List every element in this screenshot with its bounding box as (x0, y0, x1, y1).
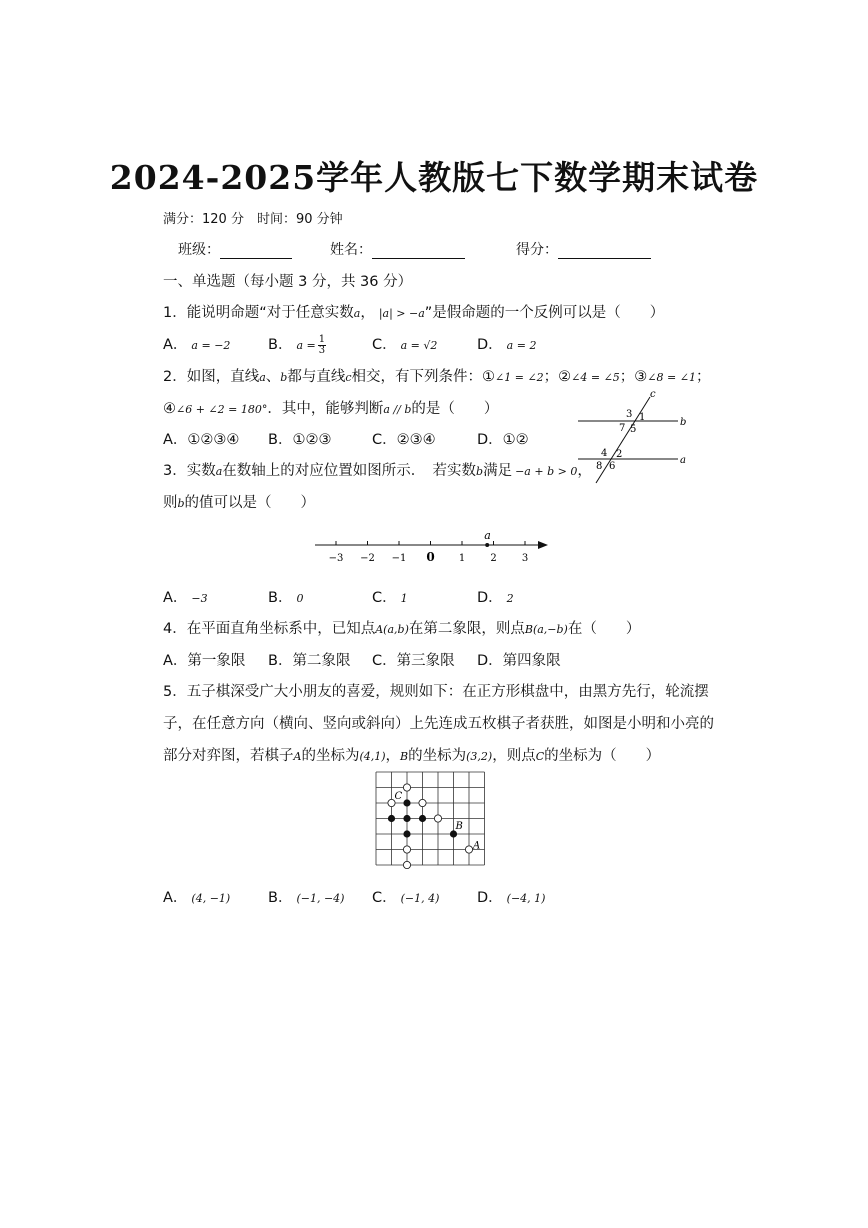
angle-label-8: 8 (596, 461, 603, 472)
q3-option-c[interactable] (372, 586, 408, 607)
class-blank[interactable] (220, 244, 292, 259)
q5-text: 的坐标为（ ） (544, 748, 661, 764)
option-label: C． (372, 337, 397, 353)
number-line-tick-label: −1 (391, 553, 407, 564)
white-stone (434, 815, 441, 822)
q5-option-d[interactable] (477, 886, 545, 907)
q3-text: 在数轴上的对应位置如图所示． 若实数 (222, 463, 477, 479)
q2-parallel: a // b (383, 403, 412, 416)
number-line-tick-label: 2 (490, 553, 497, 564)
question-5-stem-line3 (163, 744, 660, 765)
q3-text: 满足 (483, 463, 513, 479)
option-value: 1 (400, 592, 408, 605)
q3-text: ， (577, 463, 592, 479)
q5-piece-b: B (400, 750, 409, 763)
angle-label-3: 3 (626, 409, 633, 420)
option-label: D． (477, 653, 503, 669)
option-value: a = √2 (400, 339, 438, 352)
black-stone (388, 815, 395, 822)
label-b: b (680, 417, 687, 428)
q1-option-d[interactable] (477, 333, 536, 354)
score-label: 得分： (516, 242, 558, 258)
question-3-stem-line2 (163, 491, 315, 512)
option-value: (4, −1) (191, 892, 231, 905)
option-label: D． (477, 590, 503, 606)
q4-text: 在第二象限，则点 (408, 621, 525, 637)
black-stone (403, 799, 410, 806)
q3-condition: −a + b > 0 (515, 465, 578, 478)
q4-text: 4．在平面直角坐标系中，已知点 (163, 621, 376, 637)
option-label: C． (372, 653, 397, 669)
option-label: B． (268, 590, 293, 606)
angle-label-5: 5 (630, 424, 637, 435)
option-label: A． (163, 337, 188, 353)
board-label-b: B (455, 821, 463, 832)
option-value: ②③④ (396, 432, 436, 448)
q2-option-c[interactable] (372, 428, 436, 449)
angle-label-7: 7 (619, 423, 626, 434)
q5-gomoku-board (372, 768, 492, 876)
option-label: B． (268, 890, 293, 906)
option-label: B． (268, 432, 293, 448)
q1-var-a: a (353, 307, 361, 320)
option-label: B． (268, 337, 293, 353)
q2-var-a: a (259, 371, 266, 384)
question-5-stem-line1: 5．五子棋深受广大小朋友的喜爱，规则如下：在正方形棋盘中，由黑方先行，轮流摆 (163, 684, 709, 700)
option-label: D． (477, 432, 503, 448)
option-value: a = (296, 339, 316, 352)
q5-text: 的坐标为 (301, 748, 360, 764)
option-value: 0 (296, 592, 304, 605)
name-label: 姓名： (330, 242, 372, 258)
question-2-stem-line2 (163, 397, 498, 418)
q2-text: ； (695, 369, 711, 385)
number-line-tick-label: 1 (458, 553, 466, 564)
q4-point-b: B(a,−b) (524, 623, 568, 636)
q1-text-a: 1．能说明命题“对于任意实数 (163, 305, 354, 321)
question-1-stem (163, 301, 664, 322)
option-value: (−4, 1) (506, 892, 546, 905)
white-stone (403, 784, 410, 791)
q2-condition-3: ∠8 = ∠1 (647, 371, 696, 384)
q1-comma: ， (360, 305, 375, 321)
question-2-stem-line1 (163, 365, 710, 386)
question-4-stem (163, 617, 640, 638)
board-label-c: C (394, 791, 403, 802)
q3-text: 3．实数 (163, 463, 216, 479)
white-stone (465, 846, 472, 853)
score-blank[interactable] (558, 244, 651, 259)
fraction (318, 335, 326, 356)
option-label: D． (477, 337, 503, 353)
q2-text: 相交，有下列条件：① (351, 369, 496, 385)
q4-text: 在（ ） (567, 621, 641, 637)
q5-text: ，则点 (492, 748, 536, 764)
option-label: A． (163, 653, 188, 669)
page-title: 2024-2025学年人教版七下数学期末试卷 (109, 158, 759, 197)
q3-text: 则 (163, 495, 178, 511)
q2-var-c: c (345, 371, 352, 384)
fraction-denominator: 3 (318, 344, 326, 356)
q5-text: 部分对弈图，若棋子 (163, 748, 294, 764)
option-label: A． (163, 432, 188, 448)
q3-var-b: b (177, 497, 185, 510)
q2-condition-2: ∠4 = ∠5 (571, 371, 620, 384)
q2-text: 2．如图，直线 (163, 369, 260, 385)
angle-label-4: 4 (601, 448, 608, 459)
q2-condition-1: ∠1 = ∠2 (495, 371, 544, 384)
q3-number-line (310, 528, 555, 568)
number-line-tick-label: −2 (360, 553, 375, 564)
q5-text: ， (385, 748, 401, 764)
q2-text: ④ (163, 401, 176, 417)
option-value: (−1, −4) (296, 892, 345, 905)
option-label: C． (372, 590, 397, 606)
q3-text: 的值可以是（ ） (184, 495, 316, 511)
class-field (178, 239, 292, 259)
point-a-label: a (484, 529, 491, 542)
option-label: B． (268, 653, 293, 669)
option-value: 2 (506, 592, 514, 605)
option-value: ①② (502, 432, 529, 448)
q2-text: ；② (543, 369, 572, 385)
q5-option-c[interactable] (372, 886, 439, 907)
option-value: a = −2 (191, 339, 231, 352)
q3-option-b[interactable] (268, 586, 303, 607)
q4-option-d[interactable] (477, 649, 561, 670)
q2-option-d[interactable] (477, 428, 529, 449)
point-a-marker (485, 543, 489, 547)
name-blank[interactable] (372, 244, 465, 259)
section-heading: 一、单选题（每小题 3 分，共 36 分） (163, 274, 413, 290)
q1-option-a[interactable] (163, 333, 230, 354)
option-value: a = 2 (506, 339, 537, 352)
q2-text: ；③ (619, 369, 648, 385)
angle-label-2: 2 (616, 449, 623, 460)
option-label: A． (163, 590, 188, 606)
line-c (596, 397, 650, 483)
option-label: C． (372, 890, 397, 906)
option-value: −3 (191, 592, 208, 605)
q4-option-b[interactable] (268, 649, 350, 670)
option-value: 第一象限 (187, 653, 246, 669)
white-stone (403, 846, 410, 853)
q5-coord-a: (4,1) (359, 750, 386, 763)
q2-var-b: b (280, 371, 288, 384)
q3-option-a[interactable] (163, 586, 208, 607)
black-stone (403, 815, 410, 822)
class-label: 班级： (178, 242, 220, 258)
white-stone (419, 799, 426, 806)
q3-var-b: b (476, 465, 484, 478)
fraction-numerator: 1 (318, 333, 326, 345)
q2-text: 的是（ ） (411, 401, 499, 417)
q1-text-b: ”是假命题的一个反例可以是（ ） (424, 305, 665, 321)
angle-label-1: 1 (639, 412, 646, 423)
white-stone (403, 861, 410, 868)
q2-text: 都与直线 (287, 369, 346, 385)
q4-option-a[interactable] (163, 649, 245, 670)
option-label: A． (163, 890, 188, 906)
option-label: D． (477, 890, 503, 906)
option-value: ①②③ (292, 432, 332, 448)
q1-option-b[interactable] (268, 333, 326, 356)
q2-option-b[interactable] (268, 428, 331, 449)
q5-text: 的坐标为 (408, 748, 467, 764)
angle-label-6: 6 (609, 461, 616, 472)
number-line-tick-label: 0 (426, 550, 435, 564)
black-stone (403, 830, 410, 837)
name-field (330, 239, 465, 259)
q5-option-a[interactable] (163, 886, 230, 907)
q1-option-c[interactable] (372, 333, 437, 354)
exam-meta: 满分：120 分 时间：90 分钟 (163, 212, 343, 227)
number-line-tick-label: −3 (328, 553, 344, 564)
option-value: (−1, 4) (400, 892, 440, 905)
option-value: ①②③④ (187, 432, 240, 448)
question-5-stem-line2: 子，在任意方向（横向、竖向或斜向）上先连成五枚棋子者获胜，如图是小明和小亮的 (163, 716, 714, 732)
q5-coord-b: (3,2) (466, 750, 493, 763)
label-c: c (650, 389, 656, 400)
q1-expr: |a| > −a (378, 307, 425, 320)
arrow-right-icon (538, 541, 548, 549)
black-stone (419, 815, 426, 822)
score-field (516, 239, 651, 259)
q2-condition-4: ∠6 + ∠2 = 180° (176, 403, 268, 416)
q2-option-a[interactable] (163, 428, 239, 449)
question-3-stem-line1 (163, 459, 592, 480)
q5-option-b[interactable] (268, 886, 344, 907)
option-value: 第二象限 (292, 653, 351, 669)
option-value: 第四象限 (502, 653, 561, 669)
board-label-a: A (473, 840, 481, 852)
q3-option-d[interactable] (477, 586, 514, 607)
q5-piece-c: C (535, 750, 545, 763)
number-line-tick-label: 3 (521, 553, 529, 564)
label-a: a (680, 455, 686, 466)
q2-text: ．其中，能够判断 (267, 401, 384, 417)
option-value: 第三象限 (396, 653, 455, 669)
q4-point-a: A(a,b) (375, 623, 409, 636)
option-label: C． (372, 432, 397, 448)
q4-option-c[interactable] (372, 649, 455, 670)
q5-piece-a: A (293, 750, 302, 763)
q3-var-a: a (215, 465, 223, 478)
q2-sep: 、 (265, 369, 281, 385)
